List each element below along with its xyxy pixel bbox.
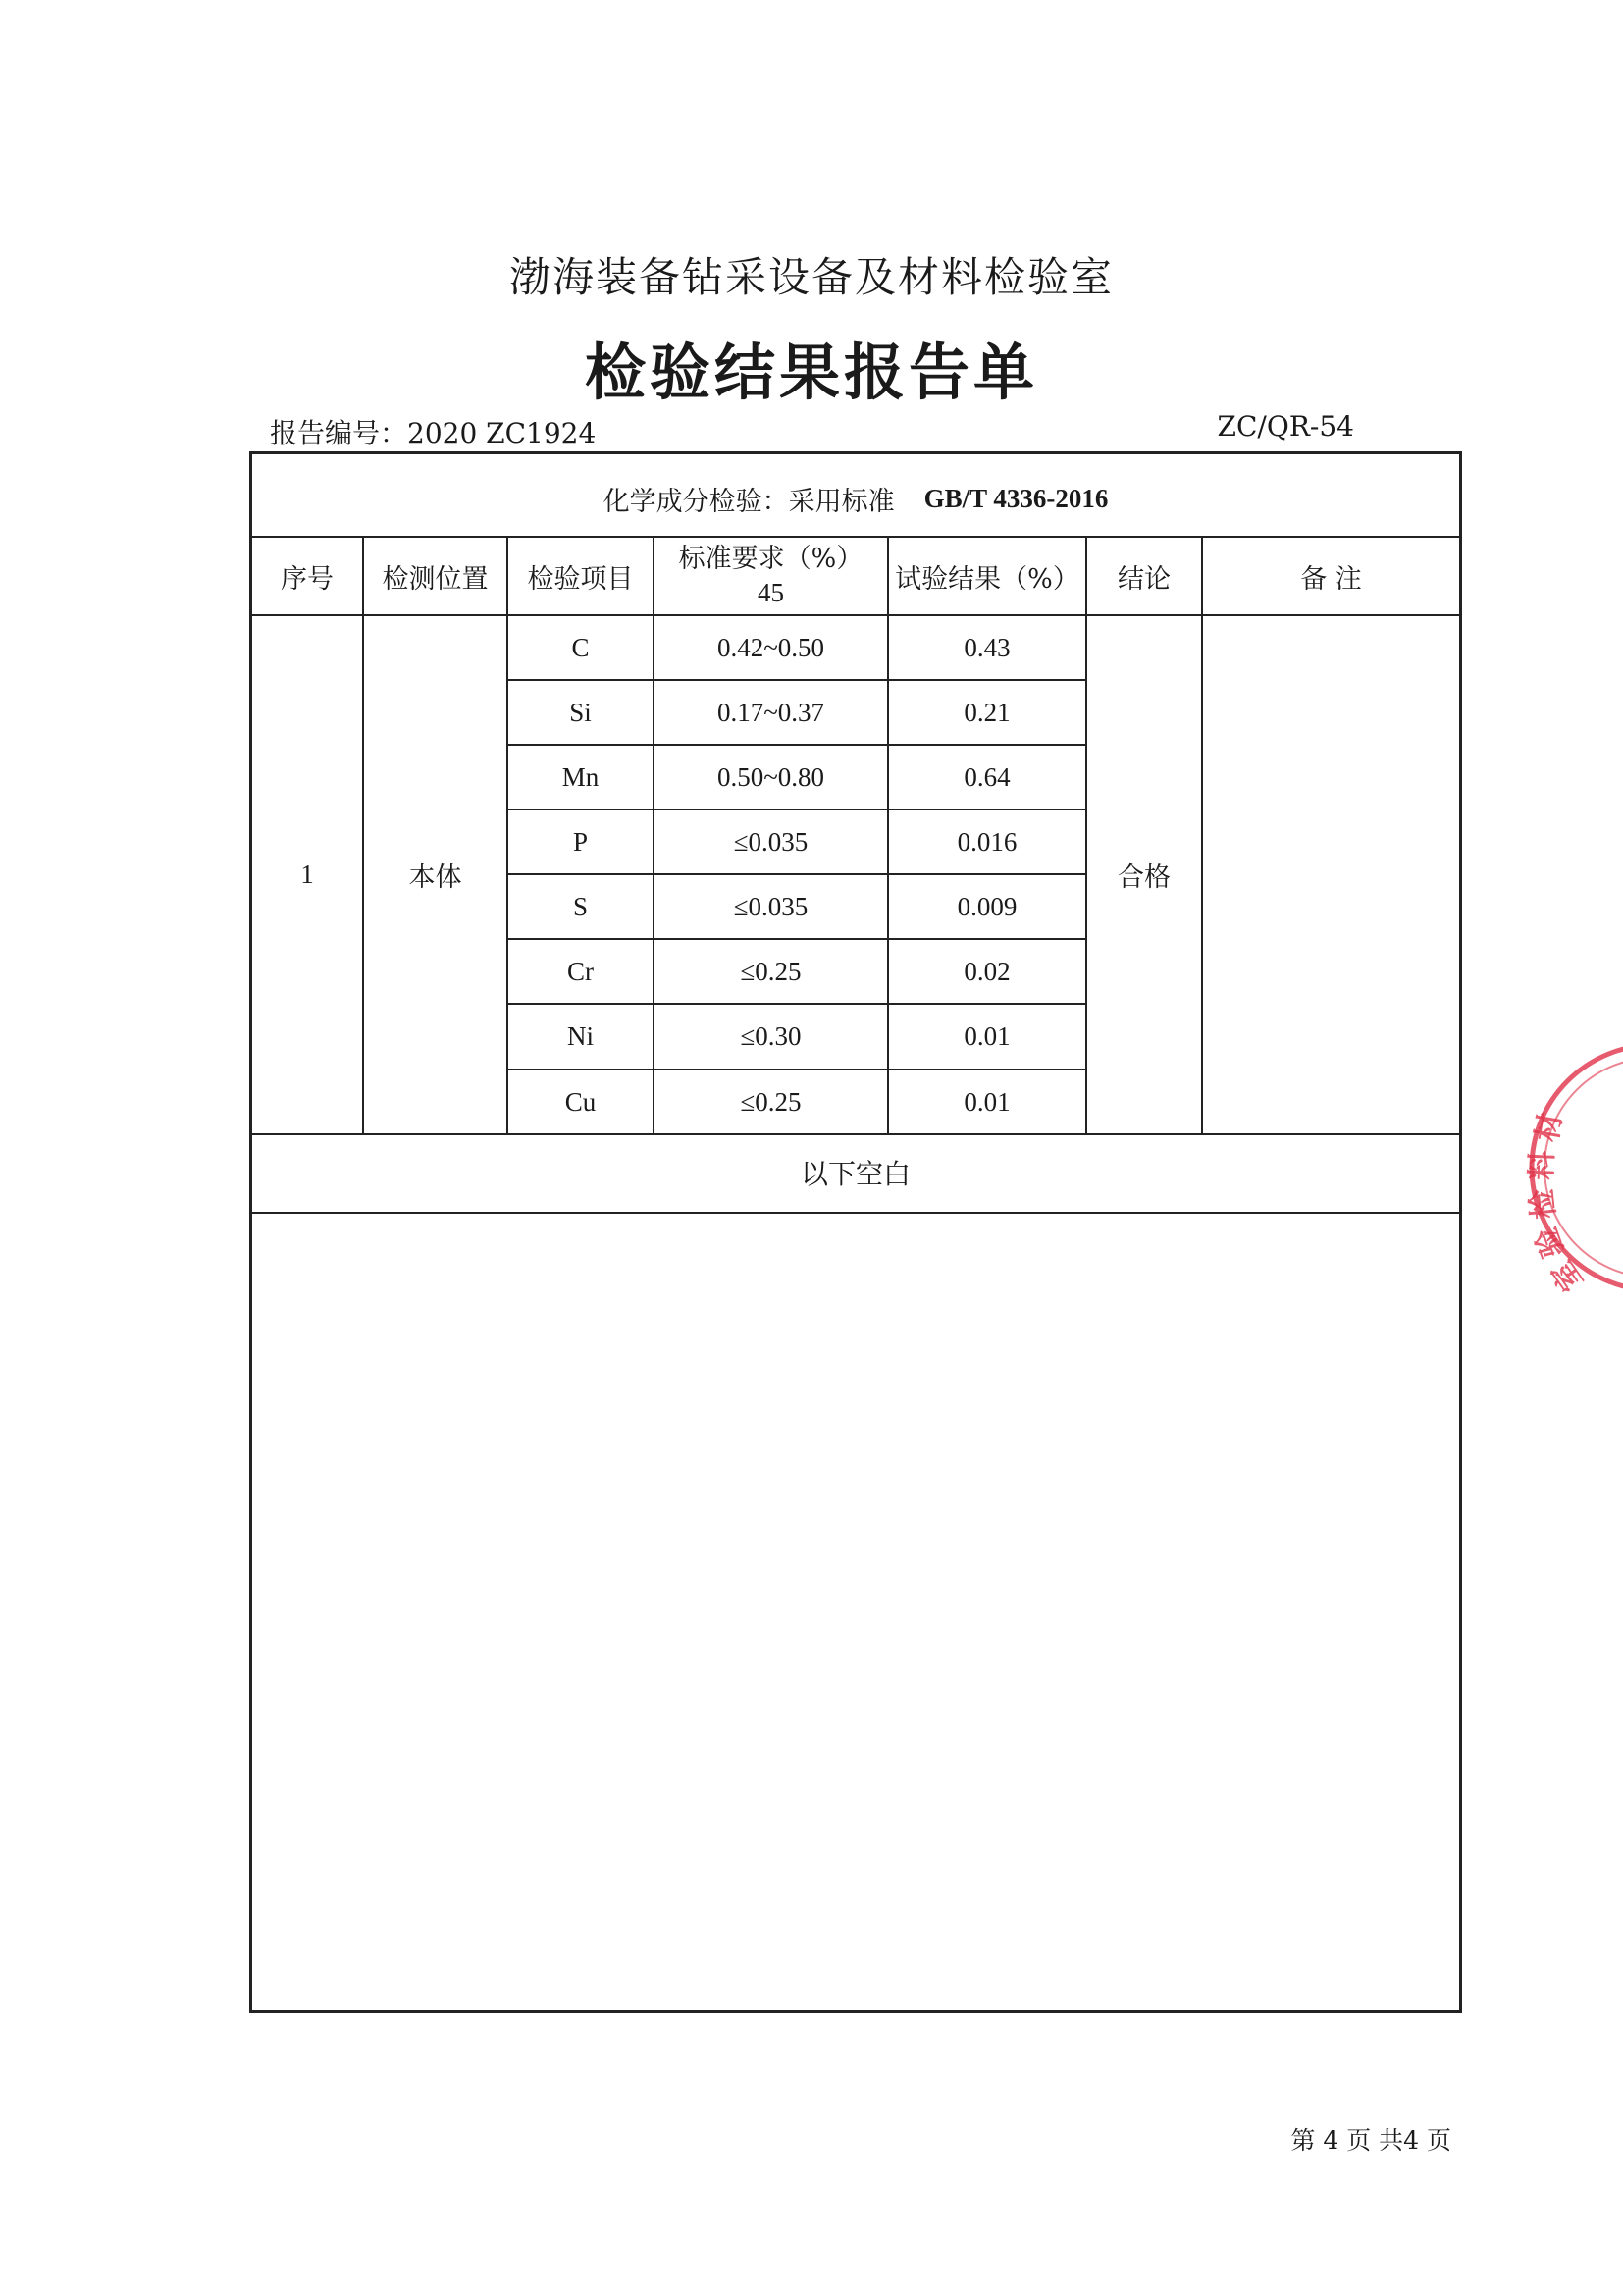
blank-below-note: 以下空白: [800, 1158, 911, 1190]
col-header-conclusion: 结论: [1118, 563, 1171, 595]
row-item: Cu: [564, 1086, 597, 1117]
col-header-item: 检验项目: [527, 563, 634, 595]
record-conclusion: 合格: [1118, 862, 1171, 893]
rule-under-blank-note: [252, 1212, 1459, 1214]
record-remark: [1203, 616, 1459, 1133]
record-location: 本体: [408, 862, 462, 893]
row-requirement: ≤0.035: [733, 891, 809, 921]
row-result: 0.01: [964, 1086, 1011, 1117]
row-requirement: 0.42~0.50: [716, 632, 825, 662]
row-requirement: ≤0.30: [740, 1021, 802, 1051]
record-seq: 1: [300, 860, 314, 889]
svg-text:验: 验: [1529, 1223, 1572, 1263]
row-requirement: 0.50~0.80: [716, 761, 825, 792]
col-header-remark: 备 注: [1300, 563, 1362, 595]
row-result: 0.43: [964, 632, 1011, 662]
svg-text:检: 检: [1525, 1187, 1562, 1221]
row-item: P: [572, 826, 589, 857]
report-number: 报告编号：2020 ZC1924: [270, 417, 597, 449]
standard-code: GB/T 4336-2016: [923, 483, 1109, 513]
row-requirement: ≤0.25: [740, 956, 802, 986]
row-item: S: [572, 891, 589, 921]
row-item: Cr: [567, 956, 594, 986]
requirement-grade: 45: [758, 578, 784, 607]
standard-line: [252, 461, 1459, 536]
row-requirement: 0.17~0.37: [716, 697, 825, 727]
col-header-location: 检测位置: [382, 563, 489, 595]
page-info: 第 4 页 共4 页: [1290, 2126, 1451, 2155]
inspection-seal-stamp: [1507, 1035, 1623, 1300]
svg-text:材: 材: [1530, 1109, 1570, 1145]
row-result: 0.64: [964, 761, 1011, 792]
row-result: 0.21: [964, 697, 1011, 727]
row-item: Si: [569, 697, 592, 727]
form-code: ZC/QR-54: [1217, 410, 1354, 443]
row-result: 0.01: [964, 1021, 1011, 1051]
row-result: 0.009: [957, 891, 1018, 921]
row-item: Ni: [567, 1021, 594, 1051]
organization-title: 渤海装备钻采设备及材料检验室: [508, 253, 1114, 301]
svg-text:料: 料: [1525, 1150, 1561, 1181]
col-header-seq: 序号: [281, 563, 334, 595]
svg-text:室: 室: [1544, 1253, 1591, 1298]
row-item: Mn: [561, 761, 600, 792]
row-item: C: [571, 632, 590, 662]
row-requirement: ≤0.035: [733, 826, 809, 857]
standard-label: 化学成分检验：采用标准: [602, 486, 895, 517]
row-requirement: ≤0.25: [740, 1086, 802, 1117]
row-result: 0.02: [964, 956, 1011, 986]
col-header-requirement: [654, 538, 887, 614]
document-title: 检验结果报告单: [584, 337, 1038, 408]
row-result: 0.016: [957, 826, 1018, 857]
col-header-result: 试验结果（%）: [895, 563, 1079, 595]
requirement-label: 标准要求（%）: [678, 544, 864, 574]
